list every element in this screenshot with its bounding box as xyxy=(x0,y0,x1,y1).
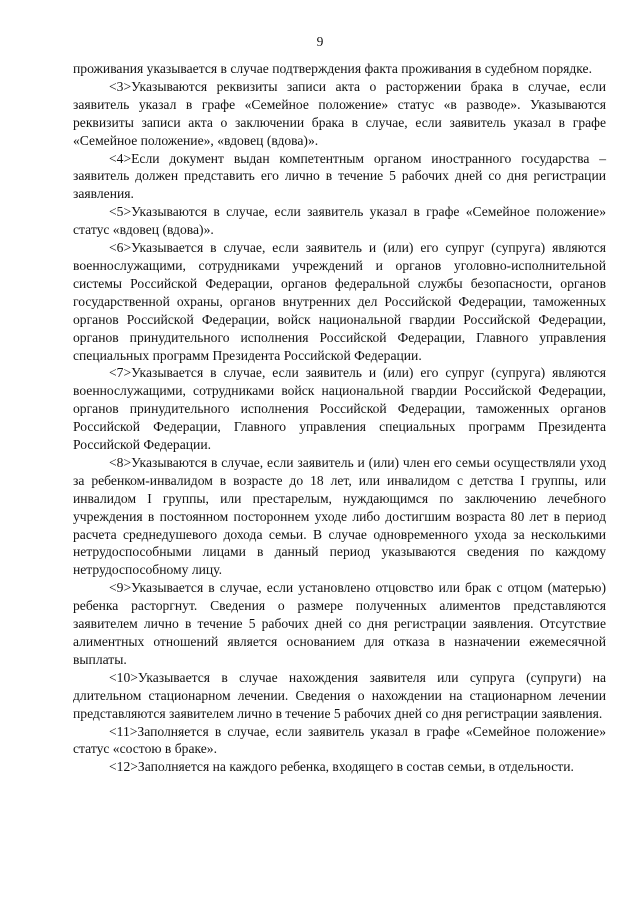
footnote-7: <7>Указывается в случае, если заявитель и (или) его супруг (супруга) являются военнослужащими, сотрудниками войск национальной гвардии Российской Федерации, органов принудительного исполнения Российской Федерации, таможенных органов Российской Федерации, Главного управления специальных программ Президента Российской Федерации. xyxy=(73,365,606,453)
footnote-9: <9>Указывается в случае, если установлено отцовство или брак с отцом (матерью) ребенка расторгнут. Сведения о размере полученных алиментов представляются заявителем лично в течение 5 рабочих дней со дня регистрации заявления. Отсутствие алиментных отношений является основанием для отказа в назначении ежемесячной выплаты. xyxy=(73,580,606,667)
footnote-8: <8>Указываются в случае, если заявитель и (или) член его семьи осуществляли уход за ребенком-инвалидом в возрасте до 18 лет, или инвалидом с детства I группы, или инвалидом I группы, или престарелым, нуждающимся по заключению лечебного учреждения в постоянном постороннем уходе либо достигшим возраста 80 лет в период расчета среднедушевого дохода семьи. В случае одновременного ухода за несколькими нетрудоспособными лицами в данный период указываются сведения по каждому нетрудоспособному лицу. xyxy=(73,454,606,578)
footnote-4: <4>Если документ выдан компетентным органом иностранного государства – заявитель должен представить его лично в течение 5 рабочих дней со дня регистрации заявления. xyxy=(73,150,606,202)
footnote-6: <6>Указывается в случае, если заявитель и (или) его супруг (супруга) являются военнослужащими, сотрудниками учреждений и органов уголовно-исполнительной системы Российской Федерации, органов федеральной службы безопасности, органов государственной охраны, органов внутренних дел Российской Федерации, таможенных органов Российской Федерации, войск национальной гвардии Российской Федерации, органов принудительного исполнения Российской Федерации, Главного управления специальных программ Президента Российской Федерации. xyxy=(73,240,606,363)
page-number: 9 xyxy=(316,34,324,49)
footnote-11: <11>Заполняется в случае, если заявитель указал в графе «Семейное положение» статус «состою в браке». xyxy=(73,723,606,757)
footnote-12: <12>Заполняется на каждого ребенка, входящего в состав семьи, в отдельности. xyxy=(109,759,574,775)
footnote-5: <5>Указываются в случае, если заявитель указал в графе «Семейное положение» статус «вдовец (вдова)». xyxy=(73,204,606,238)
footnote-continuation: проживания указывается в случае подтверждения факта проживания в судебном порядке. xyxy=(73,61,592,76)
footnote-10: <10>Указывается в случае нахождения заявителя или супруга (супруги) на длительном стационарном лечении. Сведения о нахождении на стационарном лечении представляются заявителем лично в течение 5 рабочих дней со дня регистрации заявления. xyxy=(73,669,606,721)
footnotes-text xyxy=(73,60,606,776)
footnote-3: <3>Указываются реквизиты записи акта о расторжении брака в случае, если заявитель указал в графе «Семейное положение» статус «в разводе». Указываются реквизиты записи акта о заключении брака в случае, если заявитель указал в графе «Семейное положение», «вдовец (вдова)». xyxy=(73,78,606,148)
